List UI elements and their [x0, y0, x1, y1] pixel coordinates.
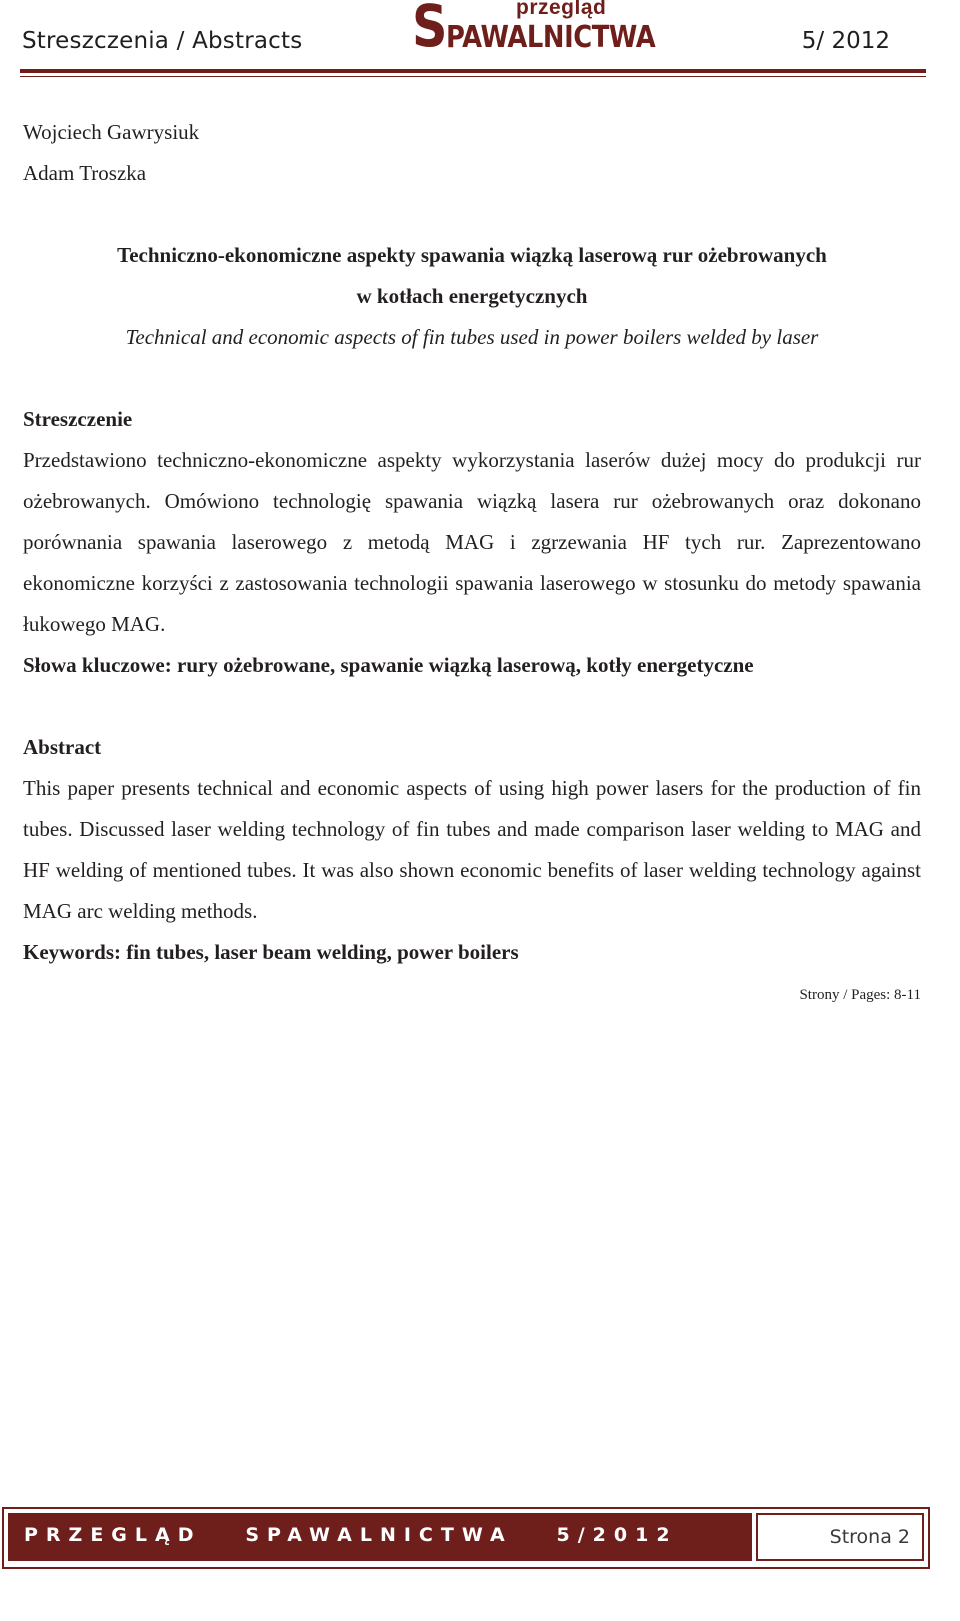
title-polish-line-2: w kotłach energetycznych [356, 284, 588, 308]
footer-page-box [756, 1513, 924, 1561]
page-number: Strona 2 [829, 1526, 910, 1548]
footer-journal-bar [8, 1513, 752, 1561]
author-1: Wojciech Gawrysiuk [23, 120, 200, 144]
streszczenie-text: Przedstawiono techniczno-ekonomiczne aspekty wykorzystania laserów dużej mocy do produkcji rur ożebrowanych. Omówiono technologię spawania wiązką lasera rur ożebrowanych oraz dokonano porównania spawania laserowego z metodą MAG i zgrzewania HF tych rur. Zaprezentowano ekonomiczne korzyści z zastosowania technologii spawania laserowego w stosunku do metody spawania łukowego MAG. [23, 448, 921, 636]
streszczenie-keywords: Słowa kluczowe: rury ożebrowane, spawanie wiązką laserową, kotły energetyczne [23, 653, 754, 677]
page-footer [2, 1507, 930, 1569]
author-2: Adam Troszka [23, 161, 147, 185]
abstract-text: This paper presents technical and economic aspects of using high power lasers for the production of fin tubes. Discussed laser welding technology of fin tubes and made comparison laser welding to MAG and HF welding of mentioned tubes. It was also shown economic benefits of laser welding technology against MAG arc welding methods. [23, 776, 921, 923]
journal-logo [412, 0, 656, 62]
abstract-heading: Abstract [23, 735, 102, 759]
page-range: Strony / Pages: 8-11 [799, 987, 921, 1003]
logo-initial: S [412, 0, 448, 60]
header-divider [20, 69, 926, 73]
article-content [23, 112, 921, 1020]
logo-przeglad-text: przegląd [516, 0, 607, 19]
abstract-keywords: Keywords: fin tubes, laser beam welding, power boilers [23, 940, 519, 964]
issue-number: 5/ 2012 [801, 28, 890, 54]
header-divider-thin [20, 76, 926, 77]
page-header [22, 0, 940, 80]
streszczenie-heading: Streszczenie [23, 407, 133, 431]
section-label: Streszczenia / Abstracts [22, 28, 303, 54]
footer-journal-name: PRZEGLĄD SPAWALNICTWA 5/2012 [24, 1524, 678, 1546]
title-english: Technical and economic aspects of fin tubes used in power boilers welded by laser [125, 325, 819, 349]
logo-wordmark: PAWALNICTWA [446, 20, 656, 55]
title-polish-line-1: Techniczno-ekonomiczne aspekty spawania wiązką laserową rur ożebrowanych [117, 243, 827, 267]
